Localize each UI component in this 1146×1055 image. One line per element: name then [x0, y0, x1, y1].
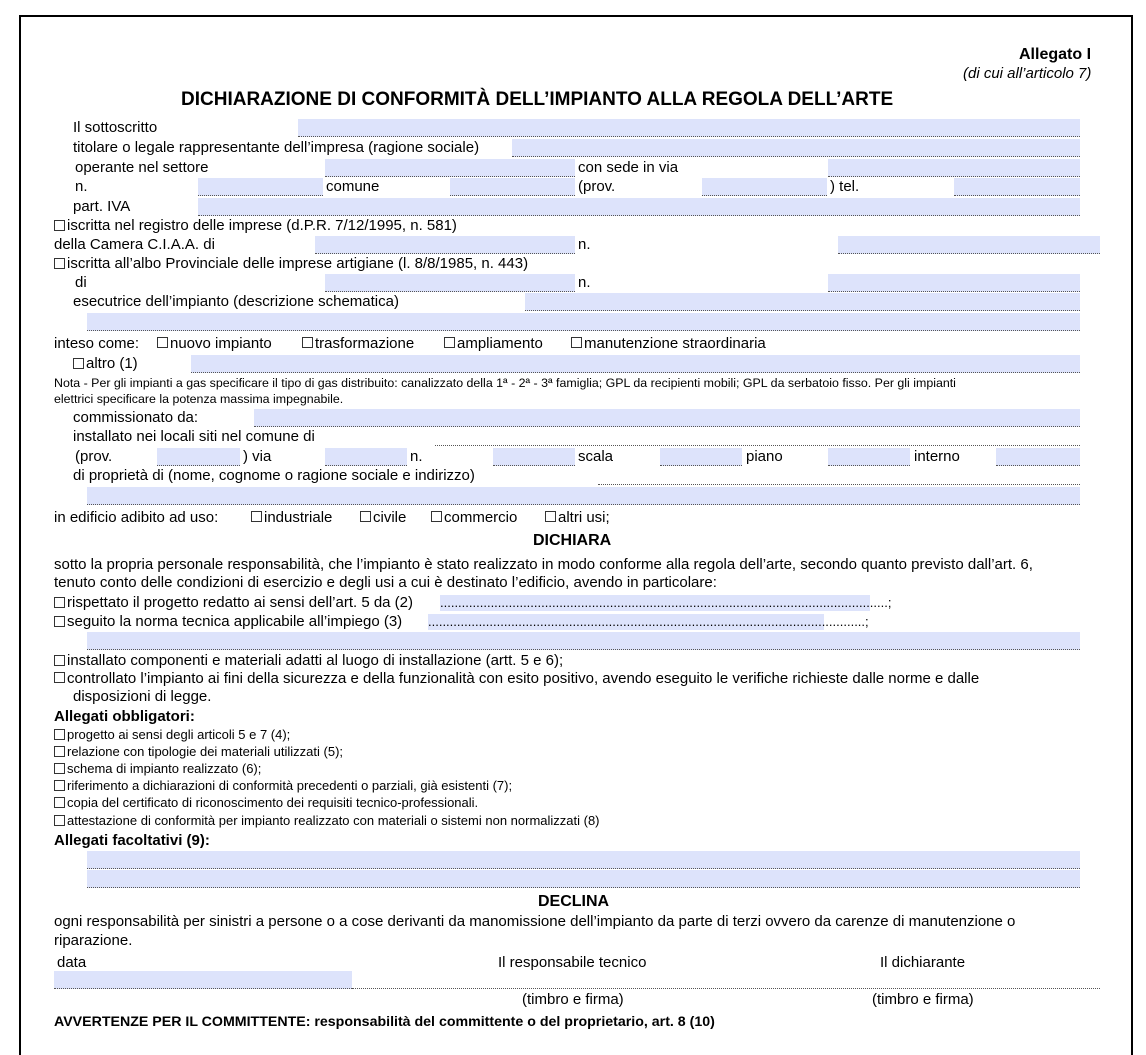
signature-line [352, 988, 1100, 989]
label-edificio: in edificio adibito ad uso: [54, 509, 219, 526]
label-allegato-relazione: relazione con tipologie dei materiali utilizzati (5); [67, 744, 344, 759]
nota-line-2: elettrici specificare la potenza massima impegnabile. [54, 392, 344, 406]
label-via: ) via [243, 448, 272, 465]
allegato-relazione-checkbox[interactable] [54, 746, 65, 757]
progetto-dotted-field[interactable]: ............................................................................................................................; [440, 595, 892, 610]
label-manutenzione: manutenzione straordinaria [584, 335, 766, 352]
avvertenze-committente: AVVERTENZE PER IL COMMITTENTE: responsabilità del committente o del proprietario, art. 8 (10) [54, 1014, 715, 1030]
label-ampliamento: ampliamento [457, 335, 543, 352]
camera-numero-field[interactable] [838, 236, 1100, 254]
albo-numero-field[interactable] [828, 274, 1080, 292]
label-controllato-2: disposizioni di legge. [73, 688, 212, 705]
label-altri-usi: altri usi; [558, 509, 610, 526]
label-commercio: commercio [444, 509, 518, 526]
commercio-checkbox[interactable] [431, 511, 442, 522]
label-dichiarante: Il dichiarante [880, 954, 966, 971]
norma-field-2[interactable] [87, 632, 1080, 650]
label-interno: interno [914, 448, 960, 465]
label-sede: con sede in via [578, 159, 679, 176]
industriale-checkbox[interactable] [251, 511, 262, 522]
label-commissionato: commissionato da: [73, 409, 199, 426]
comune-field[interactable] [450, 178, 575, 196]
installato-componenti-checkbox[interactable] [54, 655, 65, 666]
label-albo-n: n. [578, 274, 591, 291]
piano-field[interactable] [828, 448, 910, 466]
label-allegato-schema: schema di impianto realizzato (6); [67, 761, 262, 776]
label-data: data [57, 954, 87, 971]
label-scala: scala [578, 448, 614, 465]
allegati-facoltativi-heading: Allegati facoltativi (9): [54, 832, 210, 849]
allegati-obbligatori-heading: Allegati obbligatori: [54, 708, 195, 725]
registro-checkbox[interactable] [54, 220, 65, 231]
altro-checkbox[interactable] [73, 358, 84, 369]
label-allegato-progetto: progetto ai sensi degli articoli 5 e 7 (4); [67, 727, 291, 742]
label-prov2: (prov. [75, 448, 113, 465]
commissionato-field[interactable] [254, 409, 1080, 427]
label-sottoscritto: Il sottoscritto [73, 119, 158, 136]
controllato-checkbox[interactable] [54, 672, 65, 683]
allegato-label: Allegato I [1019, 46, 1092, 63]
ampliamento-checkbox[interactable] [444, 337, 455, 348]
allegato-schema-checkbox[interactable] [54, 763, 65, 774]
label-n4: n. [410, 448, 423, 465]
ragione-sociale-field[interactable] [512, 139, 1080, 157]
timbro-firma-tecnico: (timbro e firma) [522, 991, 624, 1008]
label-industriale: industriale [264, 509, 333, 526]
facoltativi-field-2[interactable] [87, 870, 1080, 888]
label-allegato-attestazione: attestazione di conformità per impianto realizzato con materiali o sistemi non normalizzati (8) [67, 813, 600, 828]
form-title: DICHIARAZIONE DI CONFORMITÀ DELL’IMPIANTO ALLA REGOLA DELL’ARTE [181, 89, 894, 110]
label-controllato-1: controllato l’impianto ai fini della sicurezza e della funzionalità con esito positivo, avendo eseguito le verifiche richieste dalle norme e dalle [67, 670, 980, 687]
descrizione-field-1[interactable] [525, 293, 1080, 311]
label-titolare: titolare o legale rappresentante dell’impresa (ragione sociale) [73, 139, 480, 156]
allegato-certificato-checkbox[interactable] [54, 797, 65, 808]
label-camera-n: n. [578, 236, 591, 253]
albo-di-field[interactable] [325, 274, 575, 292]
nota-line-1: Nota - Per gli impianti a gas specificare il tipo di gas distribuito: canalizzato della 1ª - 2ª - 3ª famiglia; GPL da recipienti mobili; GPL da serbatoio fisso. Per gli impianti [54, 376, 956, 390]
label-responsabile-tecnico: Il responsabile tecnico [498, 954, 647, 971]
label-nuovo-impianto: nuovo impianto [170, 335, 272, 352]
dichiara-heading: DICHIARA [533, 532, 612, 549]
tel-field[interactable] [954, 178, 1080, 196]
facoltativi-field-1[interactable] [87, 851, 1080, 869]
label-proprieta: di proprietà di (nome, cognome o ragione sociale e indirizzo) [73, 467, 475, 484]
declina-line-2: riparazione. [54, 932, 133, 949]
allegato-attestazione-checkbox[interactable] [54, 815, 65, 826]
label-trasformazione: trasformazione [315, 335, 415, 352]
label-esecutrice: esecutrice dell’impianto (descrizione schematica) [73, 293, 399, 310]
piva-field[interactable] [198, 198, 1080, 216]
altro-field[interactable] [191, 355, 1080, 373]
label-operante: operante nel settore [75, 159, 209, 176]
article-reference: (di cui all’articolo 7) [963, 65, 1092, 82]
sottoscritto-field[interactable] [298, 119, 1080, 137]
albo-checkbox[interactable] [54, 258, 65, 269]
trasformazione-checkbox[interactable] [302, 337, 313, 348]
label-comune: comune [326, 178, 380, 195]
prov2-field[interactable] [157, 448, 240, 466]
civile-checkbox[interactable] [360, 511, 371, 522]
via-sede-field[interactable] [828, 159, 1080, 177]
label-piva: part. IVA [73, 198, 131, 215]
via-field[interactable] [325, 448, 407, 466]
label-allegato-certificato: copia del certificato di riconoscimento dei requisiti tecnico-professionali. [67, 795, 479, 810]
proprieta-field-1[interactable] [598, 467, 1080, 485]
label-albo: iscritta all’albo Provinciale delle imprese artigiane (l. 8/8/1985, n. 443) [67, 255, 529, 272]
label-piano: piano [746, 448, 783, 465]
scala-field[interactable] [660, 448, 742, 466]
settore-field[interactable] [325, 159, 575, 177]
allegato-riferimento-checkbox[interactable] [54, 780, 65, 791]
altri-usi-checkbox[interactable] [545, 511, 556, 522]
label-seguito: seguito la norma tecnica applicabile all’impiego (3) [67, 613, 403, 630]
label-allegato-riferimento: riferimento a dichiarazioni di conformità precedenti o parziali, già esistenti (7); [67, 778, 513, 793]
label-numero: n. [75, 178, 88, 195]
numero-field[interactable] [198, 178, 323, 196]
label-prov: (prov. [578, 178, 616, 195]
responsabilita-line-1: sotto la propria personale responsabilità, che l’impianto è stato realizzato in modo conforme alla regola dell’arte, secondo quanto previsto dall’art. 6, [54, 556, 1033, 573]
label-registro: iscritta nel registro delle imprese (d.P.R. 7/12/1995, n. 581) [67, 217, 457, 234]
installato-comune-field[interactable] [435, 428, 1080, 446]
rispettato-checkbox[interactable] [54, 597, 65, 608]
label-camera: della Camera C.I.A.A. di [54, 236, 215, 253]
label-civile: civile [373, 509, 407, 526]
norma-dotted-field[interactable]: .........................................................................................................................; [428, 614, 869, 629]
label-installato-componenti: installato componenti e materiali adatti al luogo di installazione (artt. 5 e 6); [67, 652, 564, 669]
label-altro: altro (1) [86, 355, 138, 372]
label-installato: installato nei locali siti nel comune di [73, 428, 315, 445]
label-rispettato: rispettato il progetto redatto ai sensi dell’art. 5 da (2) [67, 594, 414, 611]
label-inteso: inteso come: [54, 335, 140, 352]
label-tel: ) tel. [830, 178, 860, 195]
numero-civico-field[interactable] [493, 448, 575, 466]
timbro-firma-dichiarante: (timbro e firma) [872, 991, 974, 1008]
label-di: di [75, 274, 87, 291]
declina-heading: DECLINA [538, 893, 610, 910]
declina-line-1: ogni responsabilità per sinistri a persone o a cose derivanti da manomissione dell’impianto da parte di terzi ovvero da carenze di manutenzione o [54, 913, 1016, 930]
seguito-checkbox[interactable] [54, 616, 65, 627]
camera-field[interactable] [315, 236, 575, 254]
nuovo-impianto-checkbox[interactable] [157, 337, 168, 348]
interno-field[interactable] [996, 448, 1080, 466]
manutenzione-checkbox[interactable] [571, 337, 582, 348]
descrizione-field-2[interactable] [87, 313, 1080, 331]
allegato-progetto-checkbox[interactable] [54, 729, 65, 740]
data-field[interactable] [54, 971, 352, 989]
proprieta-field-2[interactable] [87, 487, 1080, 505]
prov-field[interactable] [702, 178, 827, 196]
responsabilita-line-2: tenuto conto delle condizioni di esercizio e degli usi a cui è destinato l’edificio, avendo in particolare: [54, 574, 717, 591]
